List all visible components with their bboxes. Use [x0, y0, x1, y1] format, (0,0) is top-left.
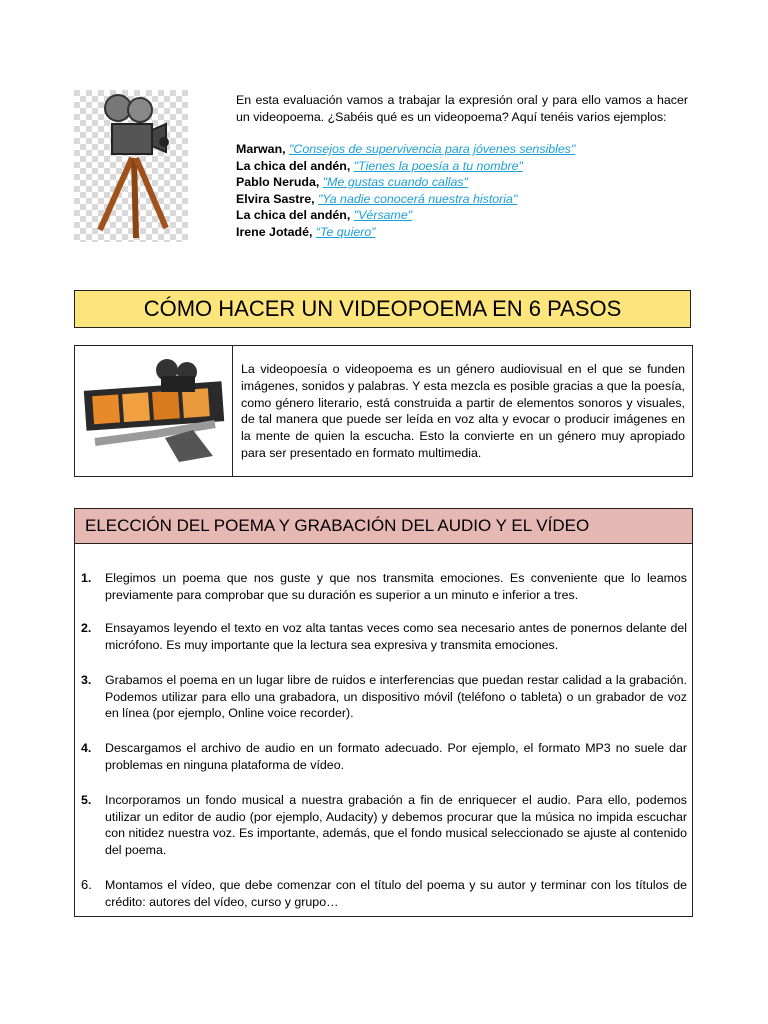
step-text: Elegimos un poema que nos guste y que nos transmita emociones. Es conveniente que lo leamos previamente para comprobar que su duración es superior a un minuto e inferior a tres. — [105, 571, 687, 602]
example-link[interactable]: "Ya nadie conocerá nuestra historia" — [317, 191, 518, 206]
intro-paragraph: En esta evaluación vamos a trabajar la expresión oral y para ello vamos a hacer un videopoema. ¿Sabéis qué es un videopoema? Aquí tenéis varios ejemplos: — [236, 93, 688, 124]
list-item — [81, 620, 687, 653]
page-title-banner: CÓMO HACER UN VIDEOPOEMA EN 6 PASOS — [74, 290, 691, 328]
definition-text: La videopoesía o videopoema es un género audiovisual en el que se funden imágenes, sonidos y palabras. Y esta mezcla es posible gracias a que la poesía, como género literario, está construida a partir de elementos sonoros y visuales, de tal manera que puede ser leída en voz alta y evocar o producir imágenes en la mente de quien la escucha. Esto la convierte en un género muy apropiado para ser presentado en formato multimedia. — [241, 362, 685, 460]
step-text: Montamos el vídeo, que debe comenzar con el título del poema y su autor y terminar con los títulos de crédito: autores del vídeo, curso y grupo… — [105, 878, 687, 909]
example-author: La chica del andén, — [236, 208, 351, 222]
film-strip-image — [75, 346, 231, 476]
list-item — [81, 672, 687, 722]
example-author: La chica del andén, — [236, 158, 351, 173]
step-number: 5. — [81, 793, 92, 807]
example-author: Pablo Neruda, — [236, 175, 320, 189]
list-item — [81, 877, 687, 910]
example-author: Marwan, — [236, 142, 286, 156]
example-item — [236, 224, 688, 241]
step-text: Ensayamos leyendo el texto en voz alta tantas veces como sea necesario antes de ponernos delante del micrófono. Es muy importante que la lectura sea expresiva y transmita emociones. — [105, 621, 687, 652]
section-title: ELECCIÓN DEL POEMA Y GRABACIÓN DEL AUDIO Y EL VÍDEO — [74, 508, 693, 544]
example-item — [236, 174, 688, 191]
intro-block — [236, 92, 688, 240]
example-item — [236, 158, 688, 175]
example-link[interactable]: "Vérsame" — [353, 208, 413, 222]
step-number: 1. — [81, 571, 92, 585]
example-link[interactable]: “Te quiero” — [315, 224, 376, 239]
steps-list — [74, 543, 693, 917]
example-link[interactable]: "Me gustas cuando callas" — [322, 175, 468, 189]
film-reel-image-cell — [75, 346, 233, 476]
step-text: Incorporamos un fondo musical a nuestra grabación a fin de enriquecer el audio. Para ello, podemos utilizar un editor de audio (por ejemplo, Audacity) y debemos procurar que la música no impida escuchar con nitidez nuestra voz. Es importante, además, que el fondo musical seleccionado se ajuste al contenido del poema. — [105, 793, 687, 857]
example-author: Irene Jotadé, — [236, 224, 313, 239]
step-text: Descargamos el archivo de audio en un formato adecuado. Por ejemplo, el formato MP3 no suele dar problemas en ninguna plataforma de vídeo. — [105, 741, 687, 772]
example-author: Elvira Sastre, — [236, 191, 315, 206]
step-text: Grabamos el poema en un lugar libre de ruidos e interferencias que puedan restar calidad a la grabación. Podemos utilizar para ello una grabadora, un dispositivo móvil (teléfono o tableta) o un grabador de voz en línea (por ejemplo, Online voice recorder). — [105, 673, 687, 720]
step-number: 6. — [81, 877, 92, 892]
example-item — [236, 191, 688, 208]
example-link[interactable]: "Consejos de supervivencia para jóvenes sensibles" — [289, 142, 576, 156]
movie-camera-tripod-image — [74, 90, 188, 242]
example-item — [236, 207, 688, 224]
list-item — [81, 570, 687, 603]
definition-box — [74, 345, 693, 477]
step-number: 4. — [81, 741, 92, 755]
list-item — [81, 740, 687, 773]
example-item — [236, 141, 688, 158]
step-number: 3. — [81, 673, 92, 687]
example-link[interactable]: "Tienes la poesía a tu nombre" — [353, 158, 523, 173]
step-number: 2. — [81, 621, 92, 635]
list-item — [81, 792, 687, 858]
